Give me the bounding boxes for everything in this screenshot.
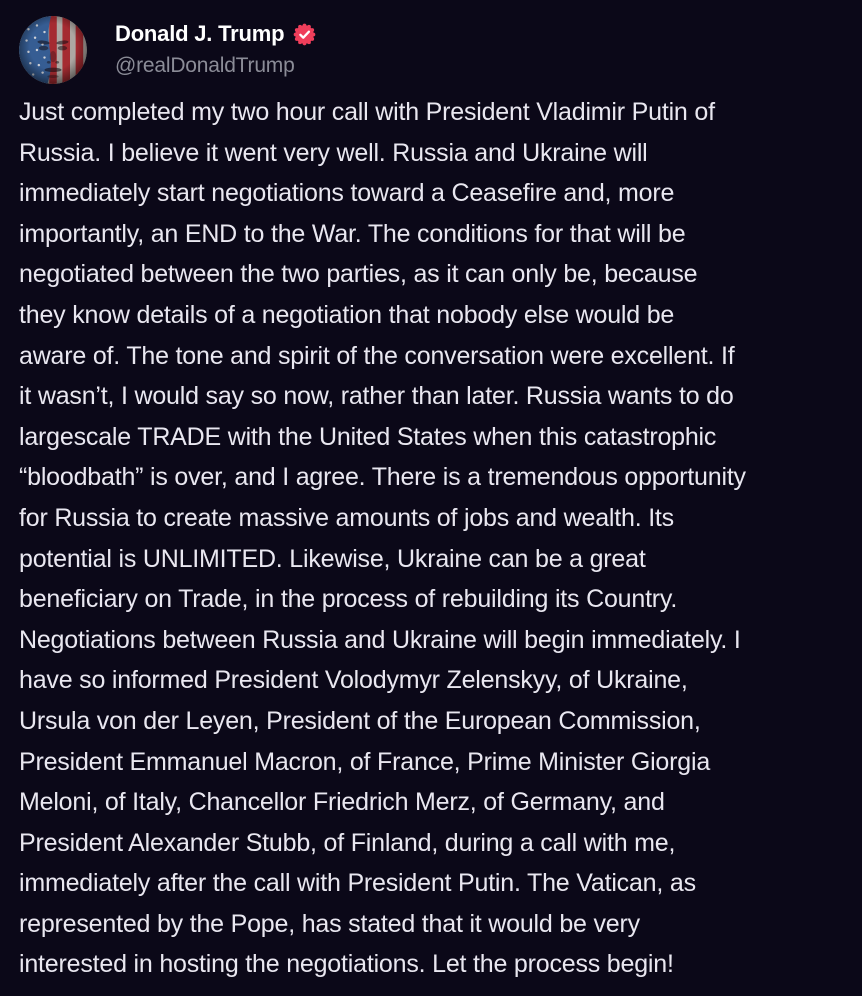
post-text-line: have so informed President Volodymyr Zelenskyy, of Ukraine, [19, 666, 688, 695]
post-header [0, 0, 862, 84]
trump-flag-face-image [19, 16, 87, 84]
post-text-line: President Emmanuel Macron, of France, Prime Minister Giorgia [19, 747, 711, 776]
post-text-line: represented by the Pope, has stated that it would be very [19, 909, 640, 938]
post-text-line: potential is UNLIMITED. Likewise, Ukraine can be a great [19, 544, 646, 573]
post-text-line: it wasn’t, I would say so now, rather than later. Russia wants to do [19, 382, 734, 411]
post-text-line: Negotiations between Russia and Ukraine will begin immediately. I [19, 625, 741, 654]
post-text-line: Meloni, of Italy, Chancellor Friedrich Merz, of Germany, and [19, 788, 665, 817]
author-name-row [115, 21, 316, 47]
post-text-line: interested in hosting the negotiations. Let the process begin! [19, 950, 674, 979]
post-text-line: largescale TRADE with the United States when this catastrophic [19, 422, 717, 451]
verified-badge-icon [293, 23, 316, 46]
post-text-line: Just completed my two hour call with President Vladimir Putin of [19, 98, 715, 126]
avatar[interactable] [19, 16, 87, 84]
post-text-line: Russia. I believe it went very well. Russia and Ukraine will [19, 138, 648, 167]
post-text-line: Ursula von der Leyen, President of the European Commission, [19, 706, 701, 735]
post-text-line: immediately after the call with President Putin. The Vatican, as [19, 869, 696, 898]
post-text-line: beneficiary on Trade, in the process of rebuilding its Country. [19, 585, 678, 614]
post-text-line: President Alexander Stubb, of Finland, during a call with me, [19, 828, 676, 857]
post-text-line: they know details of a negotiation that nobody else would be [19, 300, 675, 329]
post-text-line: aware of. The tone and spirit of the conversation were excellent. If [19, 341, 735, 370]
post-text-line: “bloodbath” is over, and I agree. There is a tremendous opportunity [19, 463, 746, 492]
post-text-line: for Russia to create massive amounts of jobs and wealth. Its [19, 503, 674, 532]
author-display-name[interactable]: Donald J. Trump [115, 21, 285, 46]
author-block [115, 16, 316, 78]
author-handle[interactable]: @realDonaldTrump [115, 54, 295, 77]
post-body-text [0, 92, 862, 985]
post-text-line: negotiated between the two parties, as it can only be, because [19, 260, 698, 289]
post-text-line: immediately start negotiations toward a Ceasefire and, more [19, 179, 675, 208]
post-text-line: importantly, an END to the War. The conditions for that will be [19, 219, 686, 248]
